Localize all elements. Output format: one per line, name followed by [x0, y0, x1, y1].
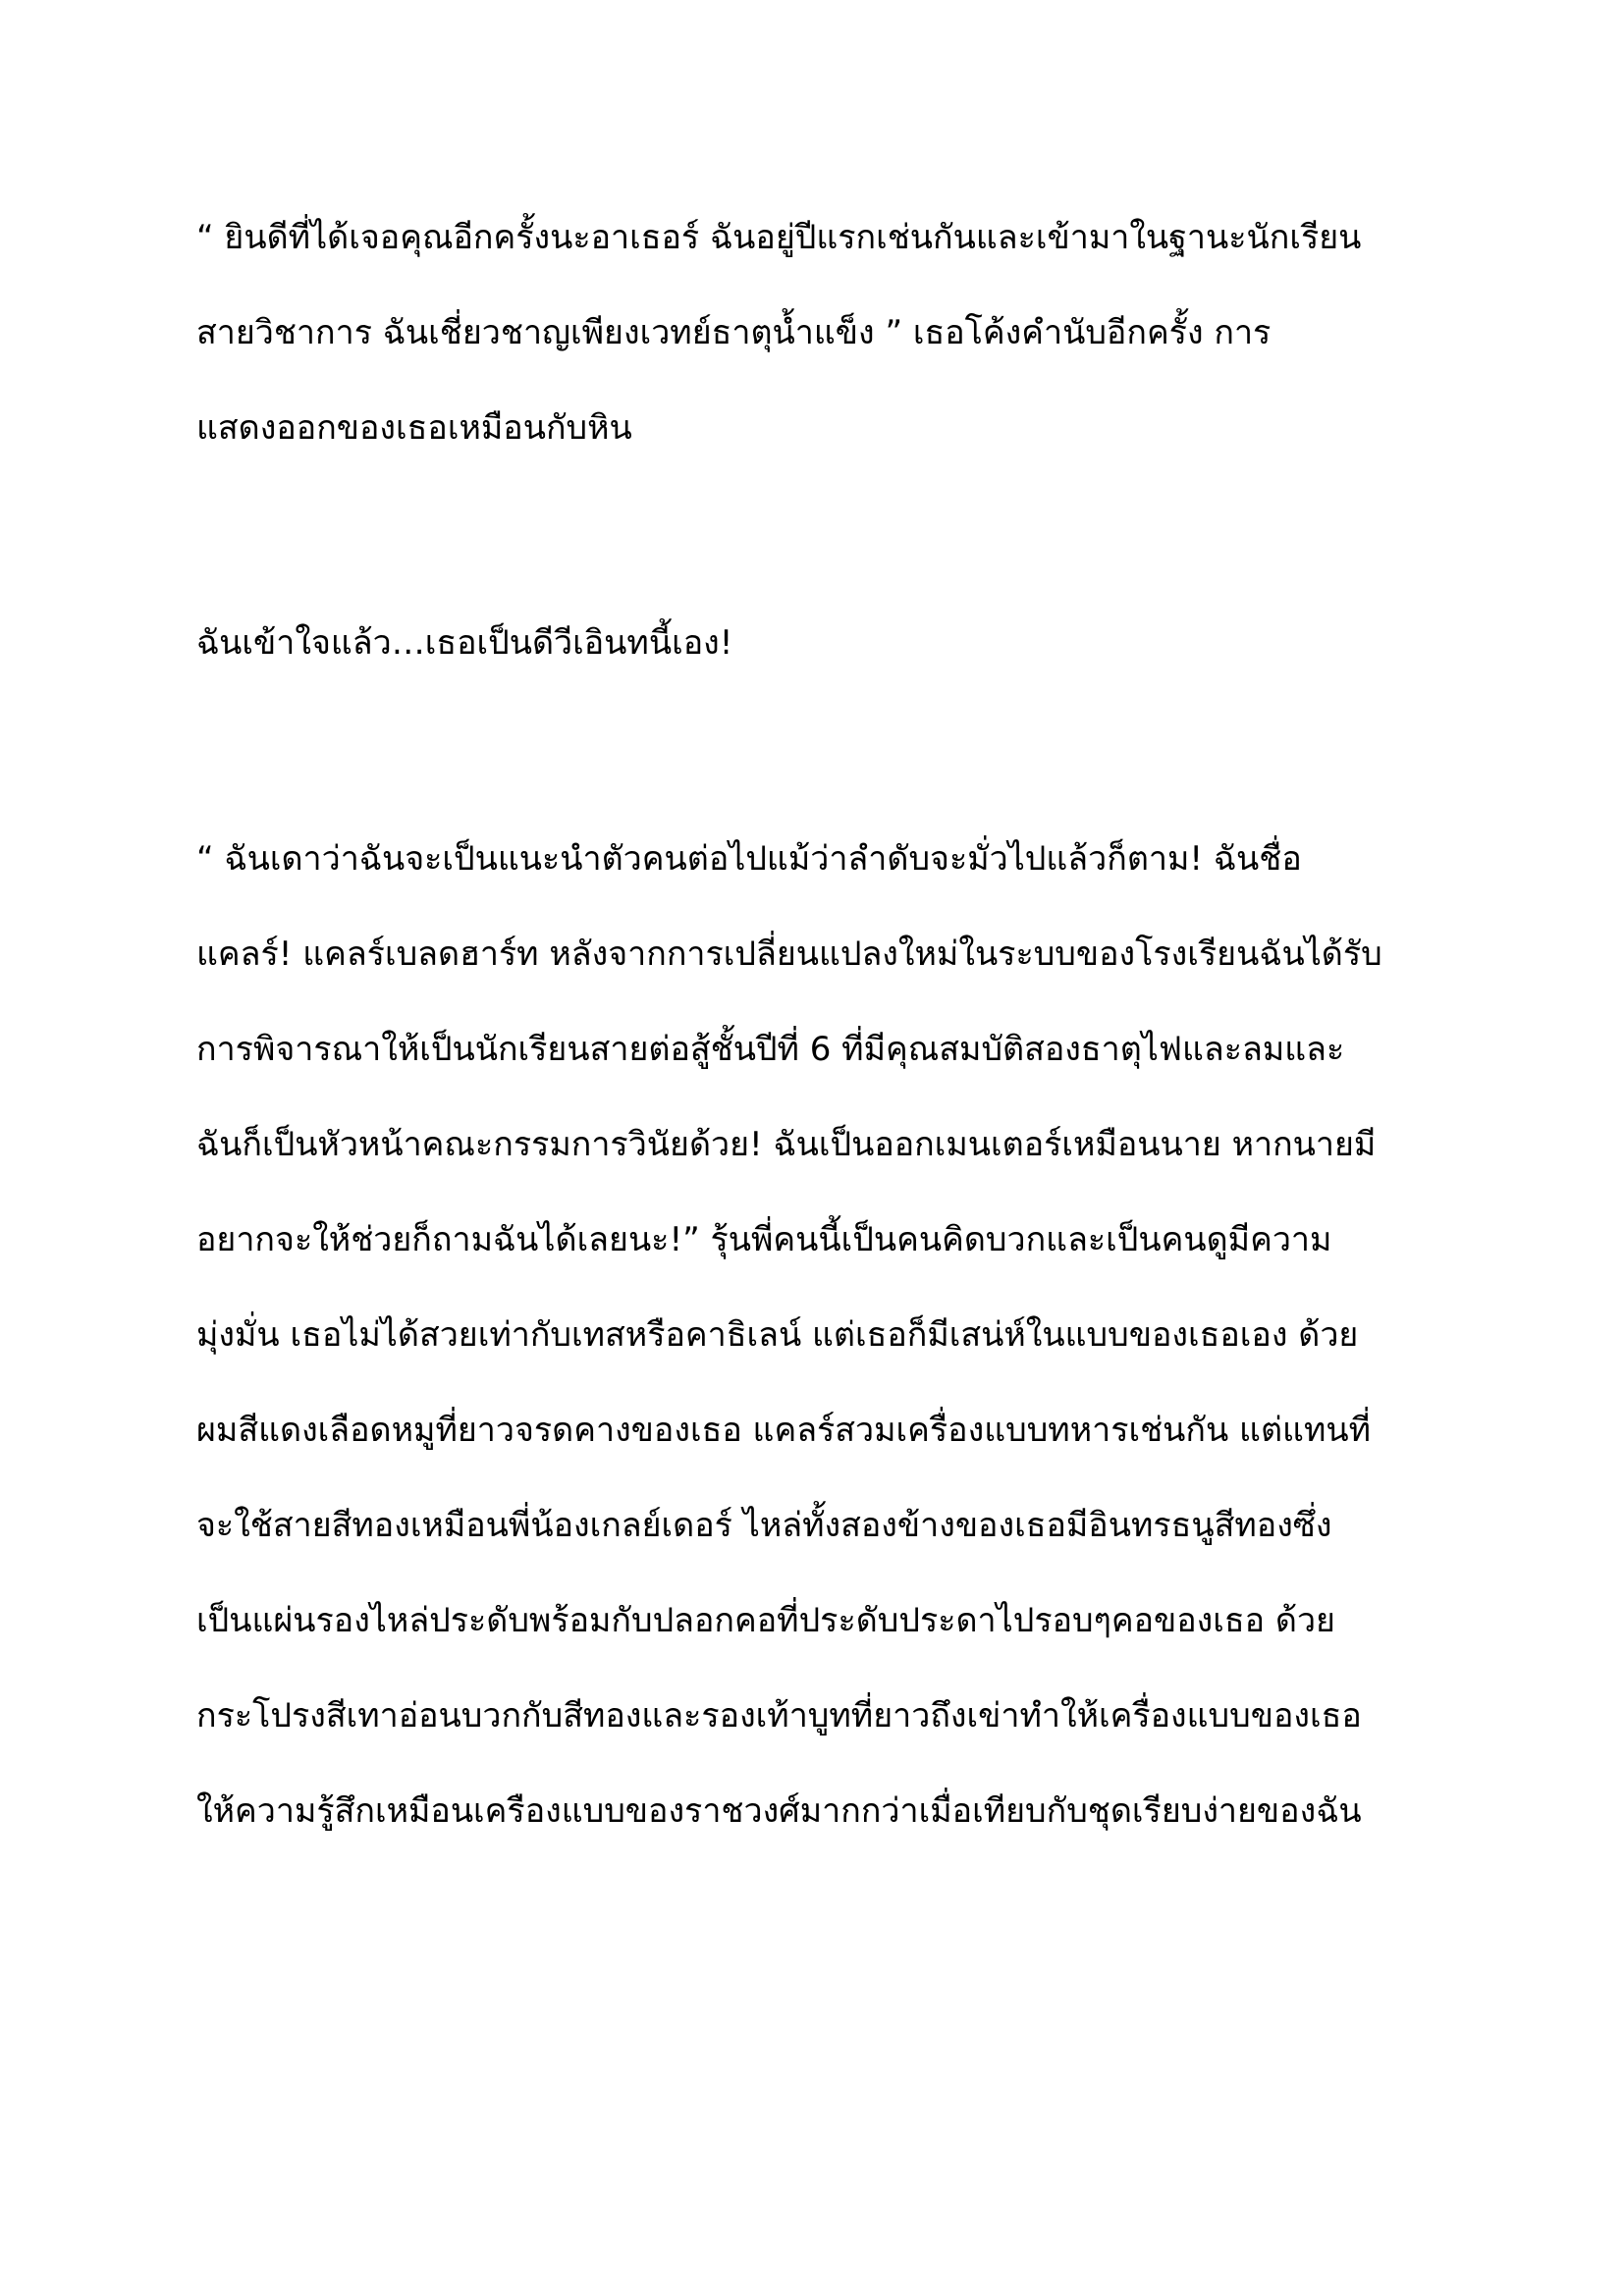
text-line: จะใช้สายสีทองเหมือนพี่น้องเกลย์เดอร์ ไหล่ทั้งสองข้างของเธอมีอินทรธนูสีทองซึ่ง — [196, 1506, 1332, 1545]
text-line: ให้ความรู้สึกเหมือนเครืองแบบของราชวงศ์มากกว่าเมื่อเทียบกับชุดเรียบง่ายของฉัน — [196, 1791, 1362, 1831]
text-line: สายวิชาการ ฉันเชี่ยวชาญเพียงเวทย์ธาตุน้ำแข็ง ” เธอโค้งคำนับอีกครั้ง การ — [196, 313, 1272, 352]
text-line: มุ่งมั่น เธอไม่ได้สวยเท่ากับเทสหรือคาธิเลน์ แต่เธอก็มีเสน่ห์ในแบบของเธอเอง ด้วย — [196, 1315, 1359, 1355]
text-line: “ ยินดีที่ได้เจอคุณอีกครั้งนะอาเธอร์ ฉันอยู่ปีแรกเช่นกันและเข้ามาในฐานะนักเรียน — [196, 218, 1362, 257]
text-line: แสดงออกของเธอเหมือนกับหิน — [196, 408, 632, 448]
text-line: กระโปรงสีเทาอ่อนบวกกับสีทองและรองเท้าบูทที่ยาวถึงเข่าทำให้เครื่องแบบของเธอ — [196, 1696, 1362, 1735]
text-line: ผมสีแดงเลือดหมูที่ยาวจรดคางของเธอ แคลร์สวมเครื่องแบบทหารเช่นกัน แต่แทนที่ — [196, 1411, 1372, 1450]
text-line: ฉันเข้าใจแล้ว…เธอเป็นดีวีเอินทนี้เอง! — [196, 623, 733, 663]
text-line: อยากจะให้ช่วยก็ถามฉันได้เลยนะ!” รุ้นพี่คนนี้เป็นคนคิดบวกและเป็นคนดูมีความ — [196, 1220, 1332, 1259]
text-line: การพิจารณาให้เป็นนักเรียนสายต่อสู้ชั้นปีที่ 6 ที่มีคุณสมบัติสองธาตุไฟและลมและ — [196, 1030, 1345, 1069]
text-line: “ ฉันเดาว่าฉันจะเป็นแนะนำตัวคนต่อไปแม้ว่าลำดับจะมั่วไปแล้วก็ตาม! ฉันชื่อ — [196, 839, 1302, 879]
text-line: เป็นแผ่นรองไหล่ประดับพร้อมกับปลอกคอที่ประดับประดาไปรอบๆคอของเธอ ด้วย — [196, 1601, 1335, 1640]
text-line: แคลร์! แคลร์เบลดฮาร์ท หลังจากการเปลี่ยนแปลงใหม่ในระบบของโรงเรียนฉันได้รับ — [196, 934, 1382, 974]
text-line: ฉันก็เป็นหัวหน้าคณะกรรมการวินัยด้วย! ฉันเป็นออกเมนเตอร์เหมือนนาย หากนายมี — [196, 1125, 1377, 1164]
